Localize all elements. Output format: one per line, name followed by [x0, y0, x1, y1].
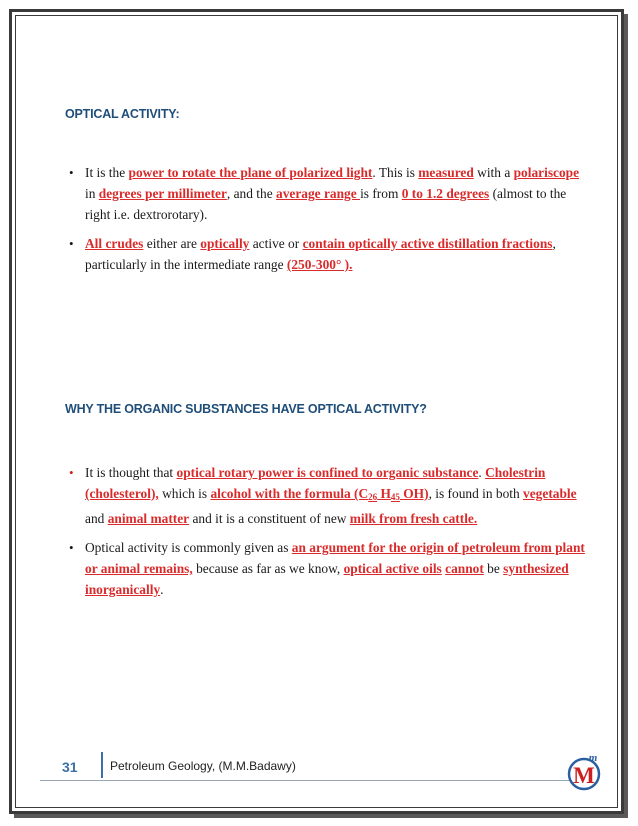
highlighted-term: OH): [399, 486, 429, 501]
text-run: , is found in both: [428, 486, 524, 501]
text-run: , particularly in the intermediate range: [85, 236, 556, 272]
highlighted-term: average range: [276, 186, 361, 201]
text-run: .: [478, 465, 486, 480]
footer-divider: [101, 752, 103, 778]
page-number: 31: [62, 759, 78, 775]
text-run: (almost to the right i.e. dextrorotary).: [85, 186, 567, 222]
section-heading-why-organic: WHY THE ORGANIC SUBSTANCES HAVE OPTICAL ACTIVITY?: [65, 402, 427, 416]
highlighted-term: vegetable: [523, 486, 577, 501]
text-run: .: [160, 582, 164, 597]
bullet-list-why-organic: [65, 462, 585, 608]
bullet-text: [85, 165, 579, 222]
page-frame-shadow-right: [624, 14, 628, 817]
highlighted-term: 45: [390, 492, 400, 502]
text-run: is from: [360, 186, 402, 201]
highlighted-term: contain optically active distillation fractions: [302, 236, 553, 251]
text-run: be: [483, 561, 504, 576]
bullet-text: [85, 540, 585, 597]
bullet-item: [65, 462, 585, 529]
highlighted-term: 0 to 1.2 degrees: [401, 186, 490, 201]
highlighted-term: milk from fresh cattle.: [349, 511, 478, 526]
text-run: It is thought that: [85, 465, 177, 480]
highlighted-term: 26: [368, 492, 378, 502]
highlighted-term: (250-300° ).: [286, 257, 353, 272]
highlighted-term: cannot: [445, 561, 484, 576]
text-run: and: [85, 511, 108, 526]
highlighted-term: H: [377, 486, 391, 501]
highlighted-term: optically: [200, 236, 250, 251]
text-run: Optical activity is commonly given as: [85, 540, 292, 555]
highlighted-term: Cholestrin (cholesterol),: [85, 465, 546, 501]
bullet-dot: •: [69, 165, 74, 180]
text-run: and it is a constituent of new: [189, 511, 350, 526]
bullet-item: [65, 162, 585, 225]
text-run: It is the: [85, 165, 129, 180]
highlighted-term: synthesized inorganically: [85, 561, 569, 597]
bullet-item: [65, 537, 585, 600]
highlighted-term: optical active oils: [343, 561, 442, 576]
page-frame-shadow-bottom: [14, 814, 628, 818]
highlighted-term: optical rotary power is confined to organic substance: [176, 465, 479, 480]
highlighted-term: power to rotate the plane of polarized light: [128, 165, 373, 180]
text-run: which is: [158, 486, 211, 501]
bullet-text: [85, 465, 577, 526]
text-run: with a: [473, 165, 514, 180]
footer-title: Petroleum Geology, (M.M.Badawy): [110, 759, 296, 773]
bullet-list-optical-activity: [65, 162, 585, 283]
text-run: active or: [249, 236, 303, 251]
highlighted-term: All crudes: [85, 236, 144, 251]
text-run: either are: [143, 236, 201, 251]
text-run: . This is: [372, 165, 419, 180]
bullet-item: [65, 233, 585, 275]
text-run: because as far as we know,: [192, 561, 344, 576]
author-logo-icon: [566, 752, 602, 792]
bullet-dot: •: [69, 236, 74, 251]
bullet-text: [85, 236, 556, 272]
logo-letter: M: [573, 763, 595, 788]
highlighted-term: an argument for the origin of petroleum from plant or animal remains,: [85, 540, 585, 576]
highlighted-term: polariscope: [513, 165, 580, 180]
highlighted-term: alcohol with the formula (C: [210, 486, 369, 501]
highlighted-term: degrees per millimeter: [98, 186, 227, 201]
logo-mark: m: [588, 752, 598, 764]
text-run: , and the: [226, 186, 277, 201]
bullet-dot: •: [69, 540, 74, 555]
highlighted-term: measured: [418, 165, 474, 180]
highlighted-term: animal matter: [107, 511, 190, 526]
bullet-dot: •: [69, 465, 74, 480]
footer-rule: [40, 780, 580, 781]
section-heading-optical-activity: OPTICAL ACTIVITY:: [65, 107, 180, 121]
text-run: in: [85, 186, 99, 201]
